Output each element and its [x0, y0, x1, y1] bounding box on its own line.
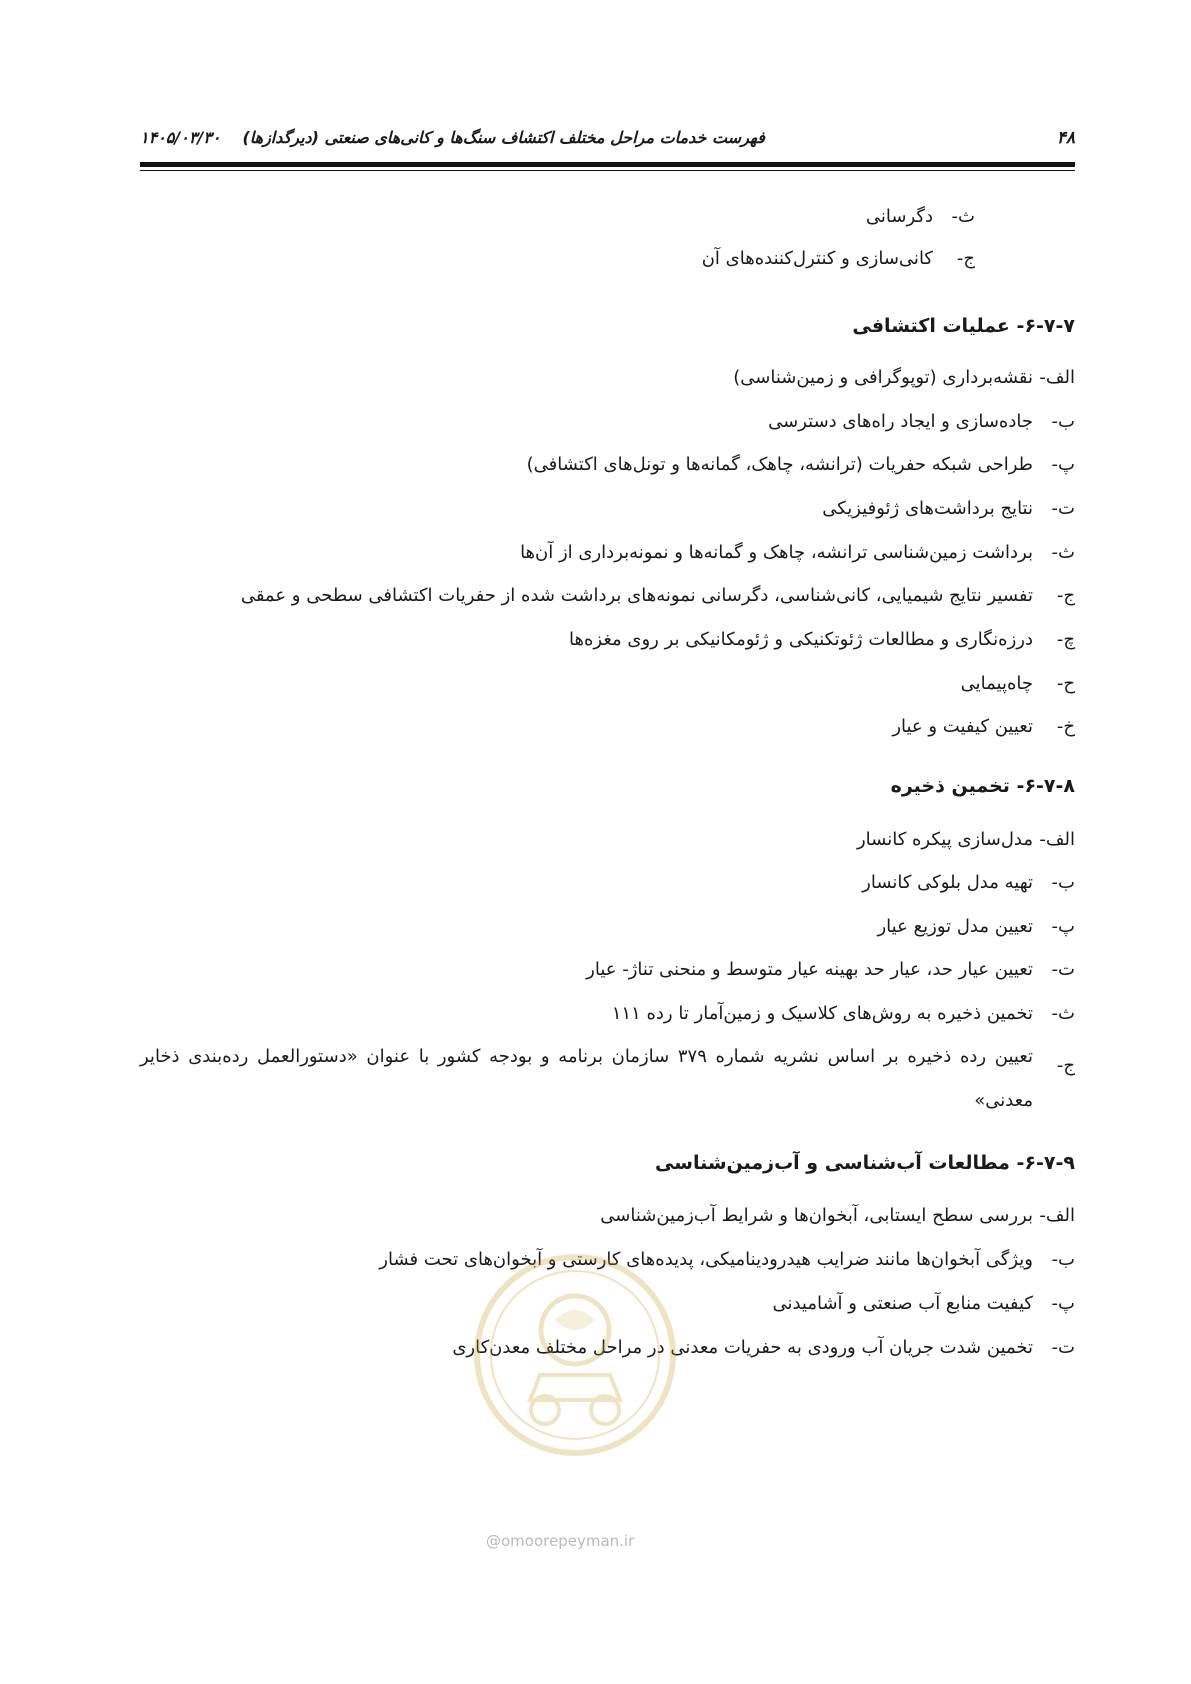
- list-marker: ب-: [1051, 1249, 1075, 1270]
- list-marker: خ-: [1056, 716, 1075, 737]
- section-number: ۶-۷-۹-: [1016, 1152, 1075, 1174]
- list-text: درزه‌نگاری و مطالعات ژئوتکنیکی و ژئومکانیکی بر روی مغزه‌ها: [569, 629, 1033, 650]
- section-heading: [140, 1152, 1075, 1174]
- list-text: نقشه‌برداری (توپوگرافی و زمین‌شناسی): [733, 367, 1033, 388]
- list-marker: الف-: [1039, 829, 1075, 850]
- list-text: تعیین کیفیت و عیار: [892, 716, 1033, 737]
- list-text: مدل‌سازی پیکره کانسار: [856, 829, 1033, 850]
- list-item: [822, 496, 1075, 522]
- list-marker: ت-: [1051, 959, 1075, 980]
- header-rule-thin: [140, 170, 1075, 171]
- list-marker: الف-: [1039, 1205, 1075, 1226]
- watermark-seal-icon: [470, 1250, 680, 1460]
- list-marker: ت-: [1051, 498, 1075, 519]
- list-marker: ث-: [1051, 1003, 1075, 1024]
- list-text: نتایج برداشت‌های ژئوفیزیکی: [822, 498, 1033, 519]
- list-item: [569, 627, 1075, 653]
- list-text: دگرسانی: [865, 206, 933, 227]
- header-rule-thick: [140, 162, 1075, 167]
- list-item: [600, 1203, 1075, 1229]
- section-reserve-estimation: [140, 775, 1075, 797]
- watermark-text: @omoorepeyman.ir: [486, 1532, 635, 1550]
- list-item: [892, 714, 1075, 740]
- list-item: [961, 671, 1075, 697]
- list-text: تعیین عیار حد، عیار حد بهینه عیار متوسط و منحنی تناژ- عیار: [586, 959, 1033, 980]
- list-text: تعیین رده ذخیره بر اساس نشریه شماره ۳۷۹ سازمان برنامه و بودجه کشور با عنوان «دستورالعمل رده‌بندی ذخایر معدنی»: [140, 1046, 1033, 1111]
- list-text: جاده‌سازی و ایجاد راه‌های دسترسی: [768, 411, 1033, 432]
- list-item: [520, 540, 1075, 566]
- section-heading: [140, 775, 1075, 797]
- list-text: برداشت زمین‌شناسی ترانشه، چاهک و گمانه‌ها و نمونه‌برداری از آن‌ها: [520, 542, 1033, 563]
- list-marker: ت-: [1051, 1337, 1075, 1358]
- running-title-text: فهرست خدمات مراحل مختلف اکتشاف سنگ‌ها و کانی‌های صنعتی (دیرگدازها): [242, 128, 765, 147]
- section-number: ۶-۷-۸-: [1016, 775, 1075, 797]
- list-marker: پ-: [1051, 1293, 1075, 1314]
- list-marker: ح-: [1056, 673, 1075, 694]
- list-marker: ج-: [1056, 1055, 1075, 1076]
- list-text: کانی‌سازی و کنترل‌کننده‌های آن: [701, 248, 933, 269]
- list-item: [527, 452, 1075, 478]
- section-title: تخمین ذخیره: [890, 775, 1010, 797]
- list-marker: پ-: [1051, 454, 1075, 475]
- list-item: [612, 1001, 1075, 1027]
- list-item: [866, 204, 975, 230]
- section-hydrogeology: [140, 1152, 1075, 1174]
- list-text: طراحی شبکه حفریات (ترانشه، چاهک، گمانه‌ها و تونل‌های اکتشافی): [526, 454, 1033, 475]
- header-date: ۱۴۰۵/۰۳/۳۰: [140, 128, 221, 147]
- section-number: ۶-۷-۷-: [1016, 315, 1075, 337]
- list-text: چاه‌پیمایی: [960, 673, 1033, 694]
- list-item: [877, 914, 1075, 940]
- list-marker: الف-: [1039, 367, 1075, 388]
- list-text: تعیین مدل توزیع عیار: [877, 916, 1033, 937]
- list-text: کیفیت منابع آب صنعتی و آشامیدنی: [772, 1293, 1033, 1314]
- page-number: ۴۸: [1056, 128, 1075, 148]
- list-item: [586, 957, 1075, 983]
- list-item: [702, 246, 975, 272]
- list-marker: ب-: [1051, 411, 1075, 432]
- list-text: ویژگی آبخوان‌ها مانند ضرایب هیدرودینامیکی، پدیده‌های کارستی و آبخوان‌های تحت فشار: [379, 1249, 1033, 1270]
- list-marker: ث-: [951, 206, 975, 227]
- running-title: [140, 128, 765, 147]
- list-marker: ث-: [1051, 542, 1075, 563]
- list-marker: ج-: [956, 248, 975, 269]
- list-marker: چ-: [1056, 629, 1075, 650]
- page-header: [140, 128, 1075, 154]
- list-text: تخمین شدت جریان آب ورودی به حفریات معدنی در مراحل مختلف معدن‌کاری: [452, 1337, 1033, 1358]
- section-title: مطالعات آب‌شناسی و آب‌زمین‌شناسی: [655, 1152, 1010, 1174]
- list-text: تفسیر نتایج شیمیایی، کانی‌شناسی، دگرسانی نمونه‌های برداشت شده از حفریات اکتشافی سطحی و عمقی: [240, 585, 1033, 606]
- list-item: [862, 870, 1075, 896]
- list-marker: ب-: [1051, 872, 1075, 893]
- list-item: [733, 365, 1075, 391]
- list-marker: ج-: [1056, 585, 1075, 606]
- section-exploration-operations: [140, 315, 1075, 337]
- list-item: [140, 1044, 1075, 1123]
- list-item: [772, 1291, 1075, 1317]
- list-marker: پ-: [1051, 916, 1075, 937]
- list-item: [241, 583, 1075, 609]
- list-text: تخمین ذخیره به روش‌های کلاسیک و زمین‌آمار تا رده ۱۱۱: [611, 1003, 1033, 1024]
- list-text: تهیه مدل بلوکی کانسار: [862, 872, 1033, 893]
- section-heading: [140, 315, 1075, 337]
- list-text: بررسی سطح ایستابی، آبخوان‌ها و شرایط آب‌زمین‌شناسی: [600, 1205, 1033, 1226]
- list-item: [857, 827, 1075, 853]
- list-item: [768, 409, 1075, 435]
- section-title: عملیات اکتشافی: [852, 315, 1010, 337]
